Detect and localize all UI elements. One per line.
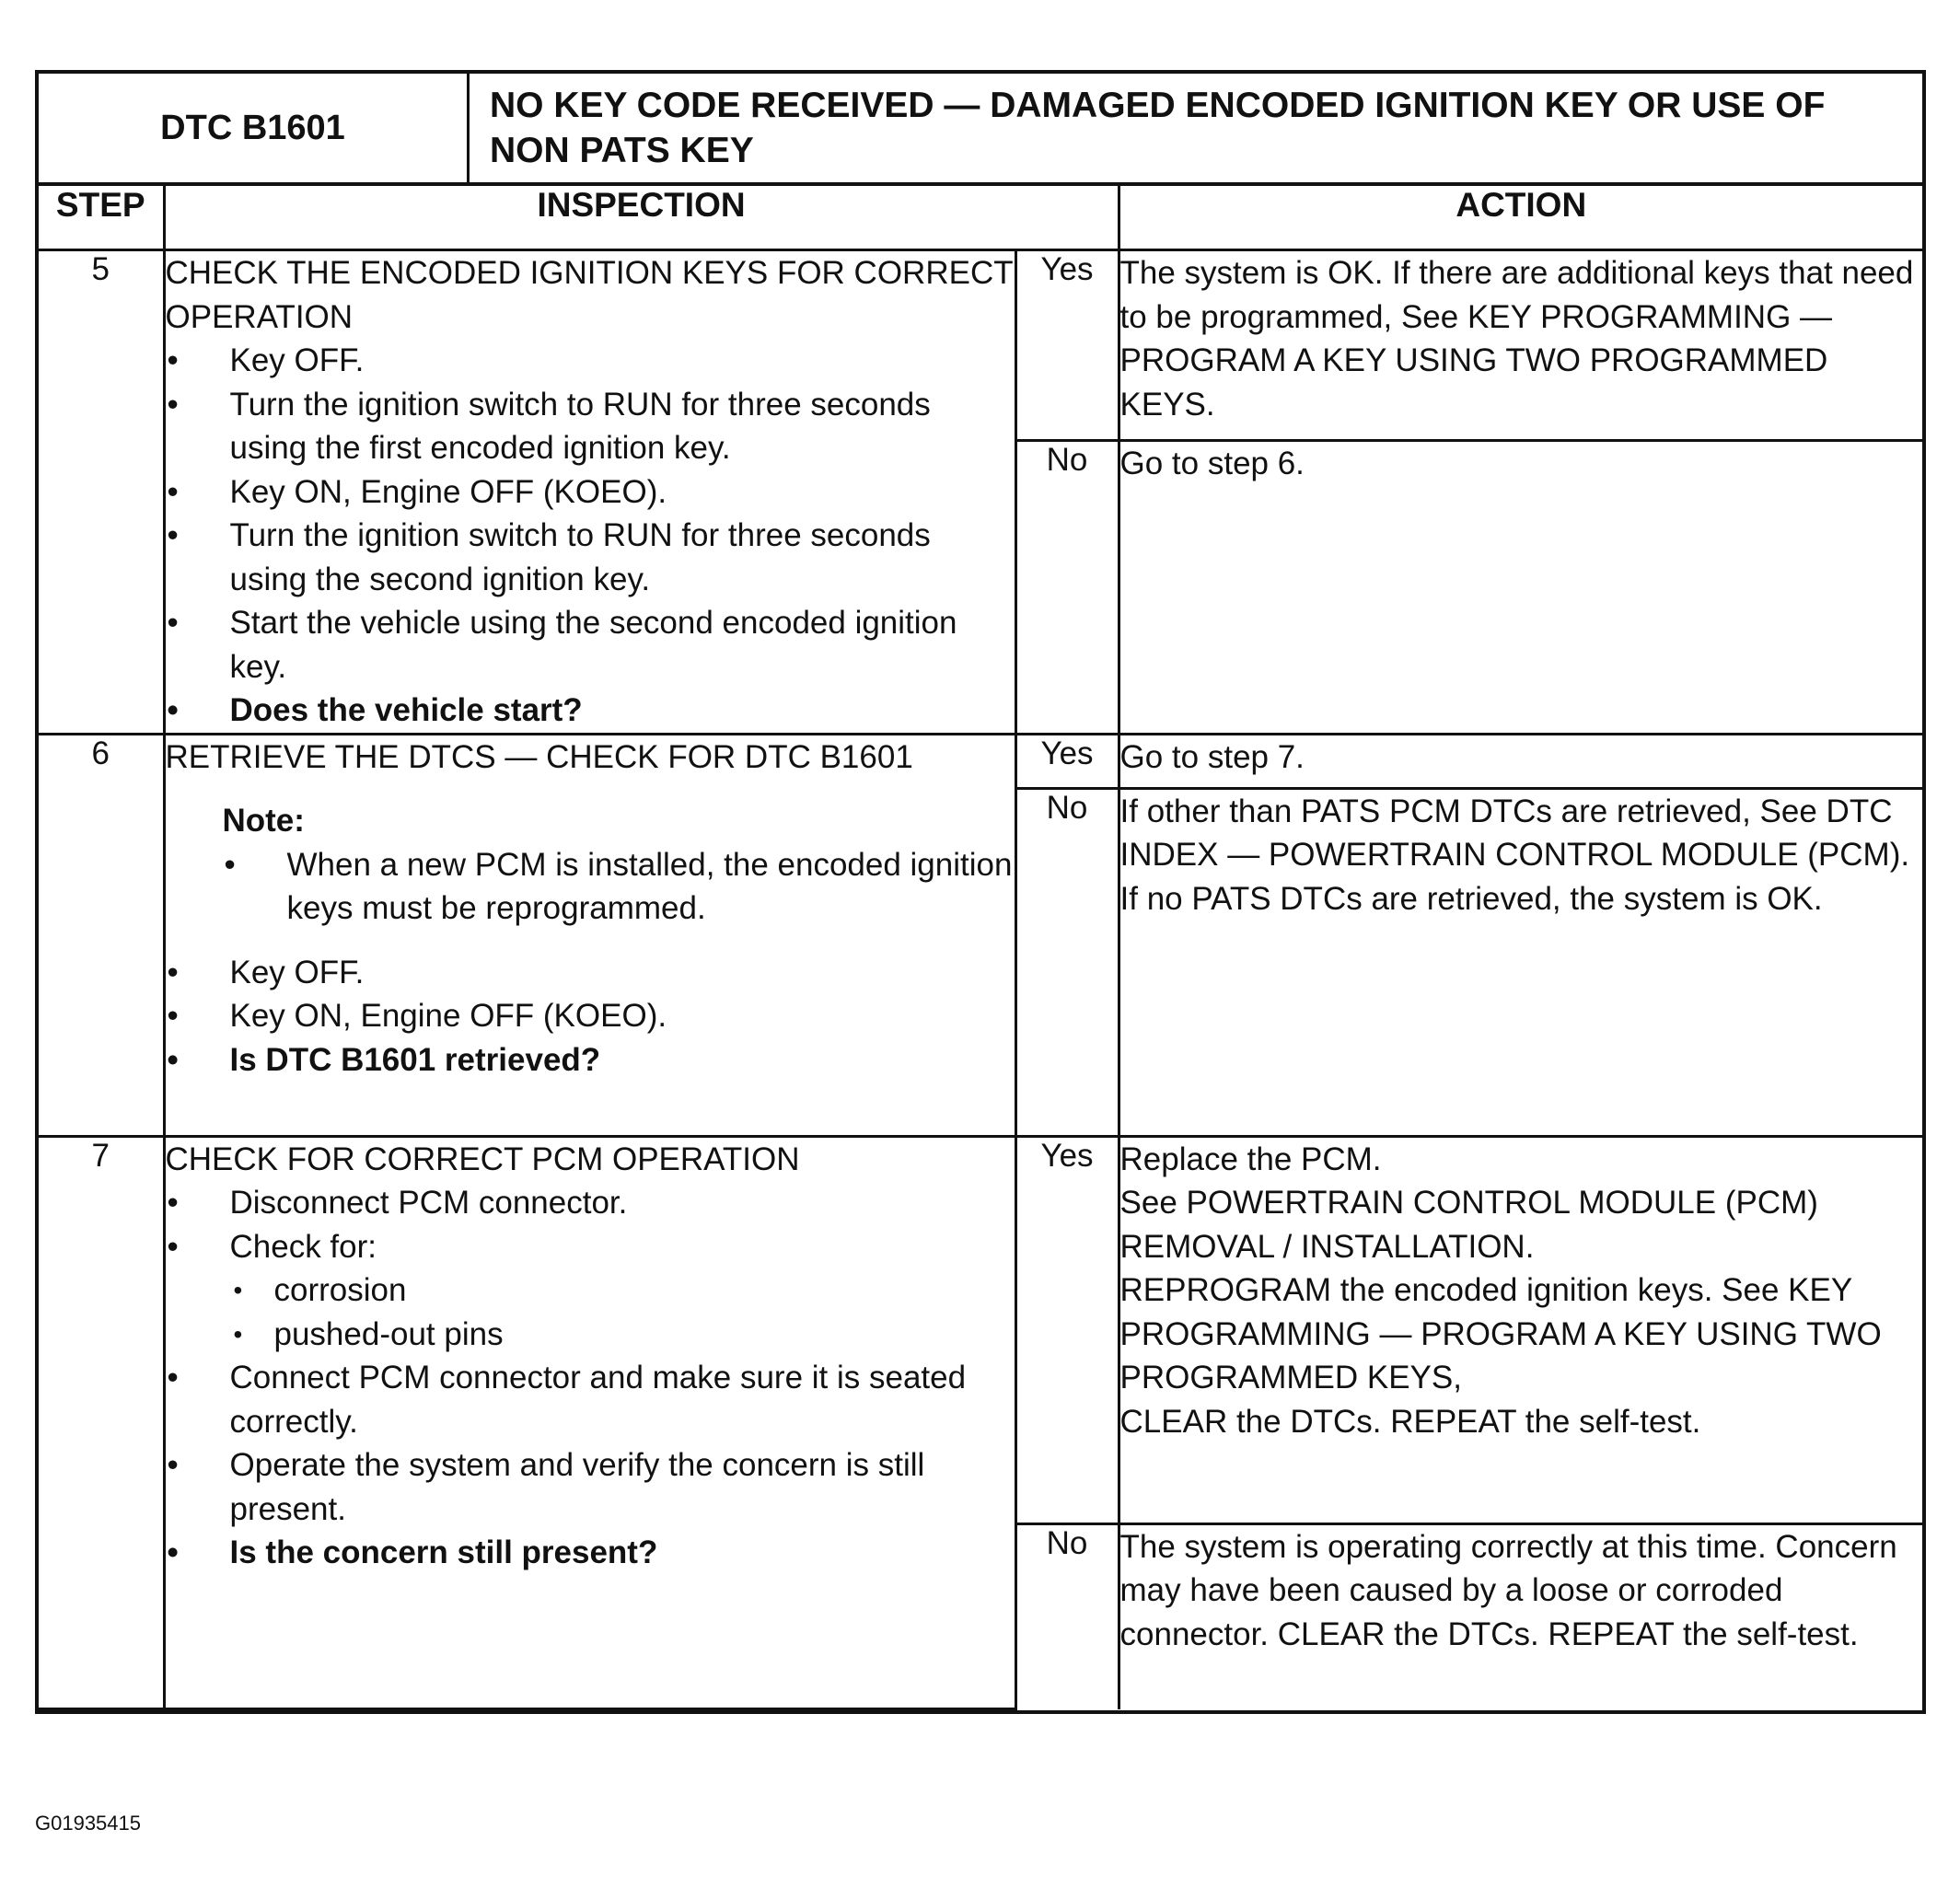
- sub-bullet-item: • corrosion: [230, 1268, 1015, 1313]
- step-number: 6: [39, 734, 164, 1136]
- step-inspection: [164, 734, 1015, 1136]
- yes-action: Go to step 7.: [1119, 734, 1922, 788]
- action-line: Replace the PCM.: [1119, 1141, 1382, 1177]
- sub-bullets: [230, 1268, 1015, 1356]
- yes-label: Yes: [1015, 1136, 1119, 1523]
- step-6-row-yes: [39, 734, 1922, 788]
- sub-bullet-item: • pushed-out pins: [230, 1313, 1015, 1357]
- step-bullets: [166, 339, 1015, 733]
- bullet-text: Check for:: [229, 1228, 377, 1265]
- no-label: No: [1015, 1523, 1119, 1709]
- bullet-item: • Turn the ignition switch to RUN for three seconds using the first encoded ignition key.: [166, 383, 1015, 470]
- step-bullets: [166, 951, 1015, 1083]
- step-bullets: [166, 1181, 1015, 1575]
- table-header: [39, 74, 1922, 186]
- dtc-title: NO KEY CODE RECEIVED — DAMAGED ENCODED IGNITION KEY OR USE OF NON PATS KEY: [490, 86, 1826, 170]
- action-line: See POWERTRAIN CONTROL MODULE (PCM) REMOVAL / INSTALLATION.: [1119, 1185, 1818, 1265]
- bullet-item: • Start the vehicle using the second encoded ignition key.: [166, 601, 1015, 689]
- action-column-header: ACTION: [1119, 186, 1922, 250]
- bullet-item: • Key OFF.: [166, 339, 1015, 383]
- no-action: Go to step 6.: [1119, 440, 1922, 734]
- yes-label: Yes: [1015, 250, 1119, 441]
- column-header-row: [39, 186, 1922, 250]
- no-action: The system is operating correctly at this time. Concern may have been caused by a loose or corroded connector. CLEAR the DTCs. REPEAT the self-test.: [1119, 1523, 1922, 1709]
- step-heading: CHECK FOR CORRECT PCM OPERATION: [165, 1141, 800, 1177]
- yes-action: [1119, 1136, 1922, 1523]
- note-list: [223, 843, 1015, 931]
- bullet-item: • Turn the ignition switch to RUN for three seconds using the second ignition key.: [166, 514, 1015, 601]
- bullet-item: • Key OFF.: [166, 951, 1015, 995]
- step-column-header: STEP: [39, 186, 164, 250]
- yes-label: Yes: [1015, 734, 1119, 788]
- bullet-item: • Key ON, Engine OFF (KOEO).: [166, 470, 1015, 515]
- yes-action: The system is OK. If there are additional keys that need to be programmed, See KEY PROGRAMMING — PROGRAM A KEY USING TWO PROGRAMMED KEYS.: [1119, 250, 1922, 441]
- steps-grid: [39, 186, 1922, 1710]
- bullet-question: • Does the vehicle start?: [166, 689, 1015, 733]
- dtc-code: DTC B1601: [39, 74, 470, 182]
- no-label: No: [1015, 788, 1119, 1136]
- action-line: CLEAR the DTCs. REPEAT the self-test.: [1119, 1403, 1701, 1440]
- step-heading: RETRIEVE THE DTCS — CHECK FOR DTC B1601: [165, 738, 913, 775]
- action-line: REPROGRAM the encoded ignition keys. See KEY PROGRAMMING — PROGRAM A KEY USING TWO PROGRAMMED KEYS,: [1119, 1272, 1882, 1395]
- no-action: If other than PATS PCM DTCs are retrieved, See DTC INDEX — POWERTRAIN CONTROL MODULE (PCM). If no PATS DTCs are retrieved, the system is OK.: [1119, 788, 1922, 1136]
- step-5-row-yes: [39, 250, 1922, 441]
- bullet-item: • Connect PCM connector and make sure it is seated correctly.: [166, 1356, 1015, 1443]
- bullet-question: • Is the concern still present?: [166, 1531, 1015, 1575]
- step-inspection: [164, 1136, 1015, 1709]
- note-block: [223, 799, 1015, 931]
- step-number: 5: [39, 250, 164, 735]
- bullet-question: • Is DTC B1601 retrieved?: [166, 1038, 1015, 1083]
- bullet-item: [166, 1225, 1015, 1357]
- bullet-item: • Operate the system and verify the concern is still present.: [166, 1443, 1015, 1531]
- bullet-item: • Disconnect PCM connector.: [166, 1181, 1015, 1225]
- step-heading: CHECK THE ENCODED IGNITION KEYS FOR CORRECT OPERATION: [165, 255, 1013, 335]
- step-7-row-yes: [39, 1136, 1922, 1523]
- bullet-item: • Key ON, Engine OFF (KOEO).: [166, 994, 1015, 1038]
- inspection-column-header: INSPECTION: [164, 186, 1119, 250]
- note-item: • When a new PCM is installed, the encoded ignition keys must be reprogrammed.: [223, 843, 1015, 931]
- figure-id: G01935415: [35, 1812, 141, 1835]
- step-inspection: [164, 250, 1015, 735]
- dtc-procedure-table: [35, 70, 1926, 1714]
- no-label: No: [1015, 440, 1119, 734]
- step-number: 7: [39, 1136, 164, 1709]
- note-label: Note:: [222, 803, 305, 839]
